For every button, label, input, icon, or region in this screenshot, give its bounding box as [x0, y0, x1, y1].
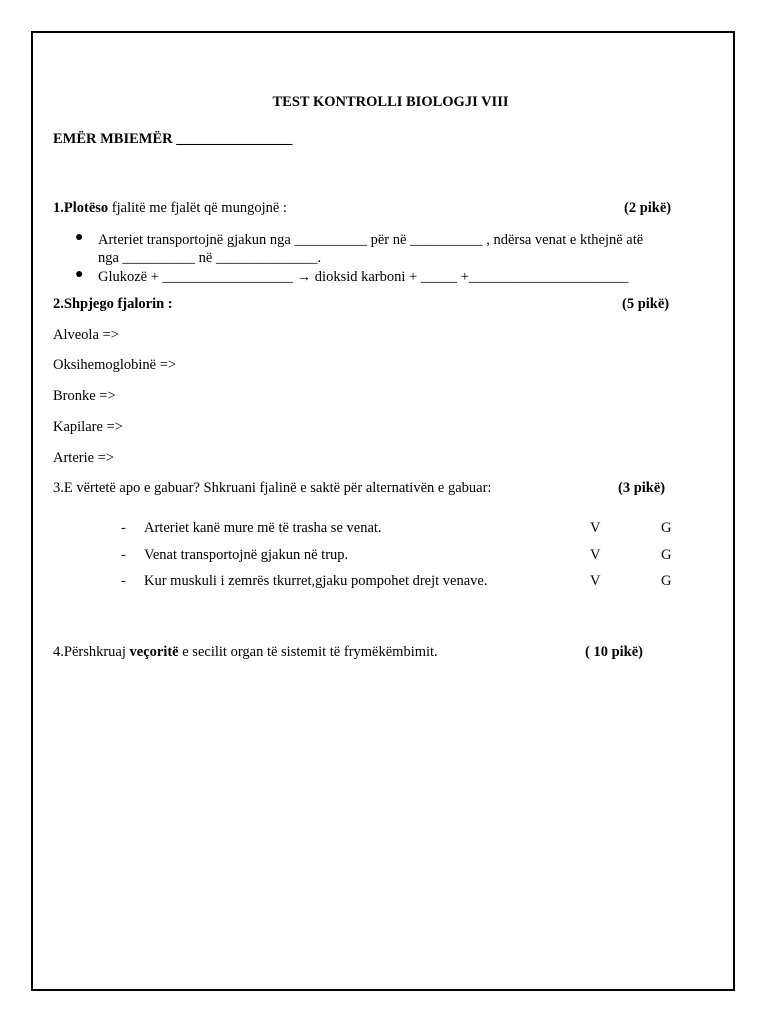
q4-instruction: e secilit organ të sistemit të frymëkëmbimit. [178, 644, 438, 660]
q4-prefix: 4.Përshkruaj [53, 644, 130, 660]
bullet-icon: ● [75, 267, 84, 282]
q3-heading: 3.E vërtetë apo e gabuar? Shkruani fjalinë e saktë për alternativën e gabuar: [53, 480, 492, 496]
q3-item-1-text: Arteriet kanë mure më të trasha se venat. [144, 520, 382, 536]
q2-term-oksihemoglobine: Oksihemoglobinë => [53, 357, 177, 373]
page-title: TEST KONTROLLI BIOLOGJI VIII [272, 94, 509, 110]
q1-bullet-1-line-1: Arteriet transportojnë gjakun nga __________ për në __________ , ndërsa venat e kthejnë atë [98, 232, 644, 248]
q3-item-3-dash: - [121, 573, 126, 589]
q3-item-3-false-option: G [661, 573, 672, 589]
q3-item-2-text: Venat transportojnë gjakun në trup. [144, 547, 349, 563]
q2-term-bronke: Bronke => [53, 388, 116, 404]
q2-heading: 2.Shpjego fjalorin : [53, 296, 173, 312]
q2-term-alveola: Alveola => [53, 327, 119, 343]
q3-item-1-false-option: G [661, 520, 672, 536]
q2-points: (5 pikë) [622, 296, 670, 312]
q1-instruction: fjalitë me fjalët që mungojnë : [108, 200, 287, 216]
q4-heading [53, 644, 438, 661]
q3-item-2-true-option: V [590, 547, 601, 563]
q1-heading [53, 200, 287, 217]
name-line: EMËR MBIEMËR ________________ [53, 131, 293, 147]
q3-item-2-dash: - [121, 547, 126, 563]
q4-keyword: veçoritë [129, 644, 179, 660]
q3-item-1-dash: - [121, 520, 126, 536]
q4-points: ( 10 pikë) [585, 644, 643, 660]
q1-keyword: Plotëso [63, 200, 109, 216]
q3-item-1-true-option: V [590, 520, 601, 536]
q3-points: (3 pikë) [618, 480, 666, 496]
q3-item-2-false-option: G [661, 547, 672, 563]
q3-item-3-true-option: V [590, 573, 601, 589]
q1-number: 1. [53, 200, 64, 216]
q1-bullet-2: Glukozë + __________________ → dioksid karboni + _____ +______________________ [98, 269, 629, 285]
q2-term-arterie: Arterie => [53, 450, 115, 466]
q1-bullet-1-line-2: nga __________ në ______________. [98, 250, 322, 266]
q2-term-kapilare: Kapilare => [53, 419, 123, 435]
page-border [31, 31, 735, 991]
bullet-icon: ● [75, 230, 84, 245]
q1-points: (2 pikë) [624, 200, 672, 216]
q3-item-3-text: Kur muskuli i zemrës tkurret,gjaku pompohet drejt venave. [144, 573, 488, 589]
